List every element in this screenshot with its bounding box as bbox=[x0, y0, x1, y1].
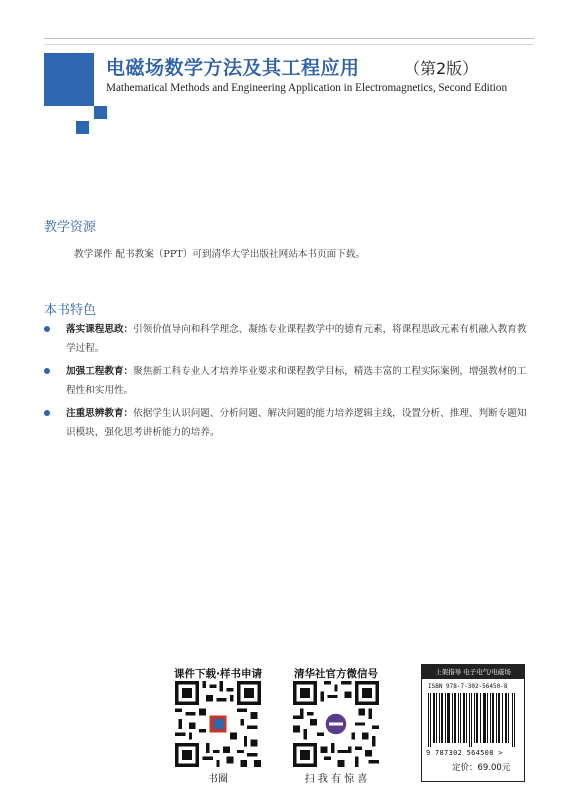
bullet-icon bbox=[44, 368, 50, 374]
barcode-digits: 9 787302 564508 > bbox=[426, 749, 503, 757]
logo-square-small-2 bbox=[76, 121, 89, 134]
feature-item bbox=[44, 320, 536, 358]
qr-caption-courseware: 书圈 bbox=[208, 774, 228, 785]
qr-caption-wechat: 扫 我 有 惊 喜 bbox=[304, 774, 368, 785]
feature-label: 注重思辨教育： bbox=[66, 408, 134, 419]
qr-code-courseware[interactable] bbox=[175, 681, 261, 767]
price-label: 定价：69.00元 bbox=[452, 763, 511, 773]
bullet-icon bbox=[44, 410, 50, 416]
qr-title-wechat: 清华社官方微信号 bbox=[294, 668, 378, 680]
logo-square-small-1 bbox=[94, 106, 107, 119]
qr-code-wechat[interactable] bbox=[293, 681, 379, 767]
english-subtitle: Mathematical Methods and Engineering Application in Electromagnetics, Second Edition bbox=[106, 82, 508, 94]
qr-title-courseware: 课件下载·样书申请 bbox=[174, 668, 262, 680]
feature-text: 依据学生认识问题、分析问题、解决问题的能力培养逻辑主线，设置分析、推理、判断专题知识模块，强化思考讲析能力的培养。 bbox=[66, 408, 527, 438]
feature-label: 落实课程思政： bbox=[66, 324, 134, 335]
features-heading: 本书特色 bbox=[44, 303, 97, 318]
shelving-guide: 上架指导 电子电气/电磁场 bbox=[422, 665, 524, 679]
teaching-resources-heading: 教学资源 bbox=[44, 220, 97, 235]
feature-item bbox=[44, 404, 536, 442]
feature-text: 聚焦新工科专业人才培养毕业要求和课程教学目标，精选丰富的工程实际案例，增强教材的工程性和实用性。 bbox=[66, 366, 527, 396]
isbn-number: ISBN 978-7-302-56450-8 bbox=[428, 683, 508, 690]
top-rule-2 bbox=[44, 44, 534, 45]
feature-label: 加强工程教育： bbox=[66, 366, 134, 377]
edition-label: （第2版） bbox=[404, 59, 479, 78]
logo-square-large bbox=[44, 53, 94, 106]
isbn-barcode-box bbox=[421, 664, 525, 782]
barcode-bars bbox=[428, 693, 518, 747]
top-rule bbox=[44, 38, 534, 39]
features-list bbox=[44, 320, 536, 446]
feature-text: 引领价值导向和科学理念、凝练专业课程教学中的德育元素，将课程思政元素有机融入教育教学过程。 bbox=[66, 324, 527, 354]
feature-item bbox=[44, 362, 536, 400]
teaching-resources-text: 教学课件 配书教案（PPT）可到清华大学出版社网站本书页面下载。 bbox=[74, 249, 365, 260]
bullet-icon bbox=[44, 326, 50, 332]
book-title: 电磁场数学方法及其工程应用 bbox=[106, 57, 360, 79]
